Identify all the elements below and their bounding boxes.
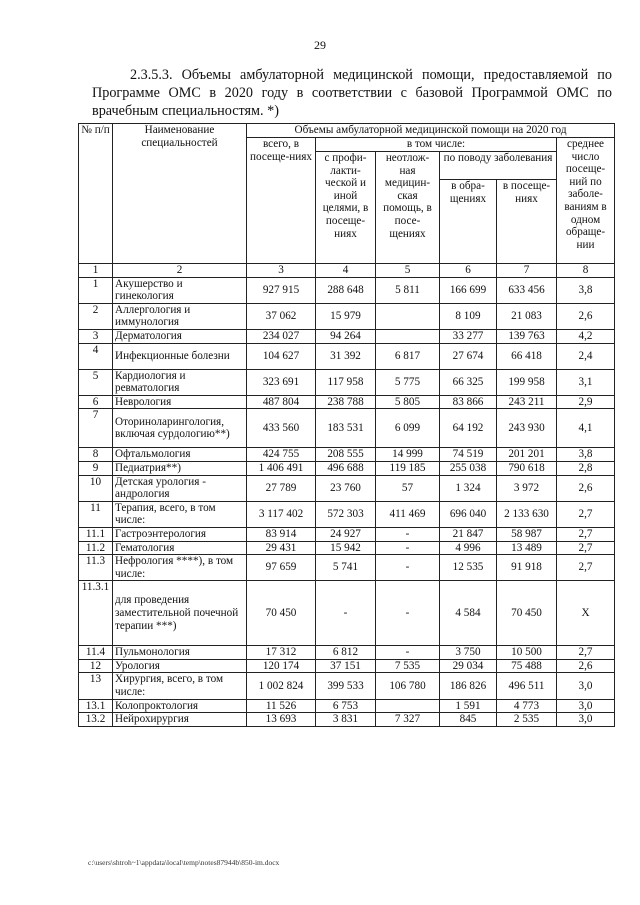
header-top: Объемы амбулаторной медицинской помощи на 2020 год (247, 124, 615, 138)
average-visits: 2,4 (557, 343, 615, 369)
disease-visits: 496 511 (497, 673, 557, 699)
prophylactic-visits: 23 760 (316, 475, 376, 501)
table-row (79, 369, 615, 395)
specialty-name: Офтальмология (113, 448, 247, 462)
disease-visits: 58 987 (497, 527, 557, 541)
row-number: 1 (79, 277, 113, 303)
average-visits: 2,7 (557, 527, 615, 541)
average-visits: 2,6 (557, 303, 615, 329)
disease-appeals: 4 996 (440, 541, 497, 555)
specialty-name: Пульмонология (113, 646, 247, 660)
disease-visits: 633 456 (497, 277, 557, 303)
urgent-visits: 6 817 (376, 343, 440, 369)
row-number: 9 (79, 461, 113, 475)
average-visits: X (557, 581, 615, 646)
total-visits: 104 627 (247, 343, 316, 369)
urgent-visits: 411 469 (376, 501, 440, 527)
disease-appeals: 74 519 (440, 448, 497, 462)
total-visits: 1 406 491 (247, 461, 316, 475)
total-visits: 120 174 (247, 659, 316, 673)
prophylactic-visits: 37 151 (316, 659, 376, 673)
disease-appeals: 186 826 (440, 673, 497, 699)
disease-appeals: 83 866 (440, 395, 497, 409)
disease-appeals: 12 535 (440, 555, 497, 581)
row-number: 6 (79, 395, 113, 409)
urgent-visits: - (376, 555, 440, 581)
total-visits: 37 062 (247, 303, 316, 329)
total-visits: 11 526 (247, 699, 316, 713)
disease-visits: 91 918 (497, 555, 557, 581)
total-visits: 323 691 (247, 369, 316, 395)
row-number: 4 (79, 343, 113, 369)
average-visits: 2,7 (557, 646, 615, 660)
table-row (79, 713, 615, 727)
table-row (79, 527, 615, 541)
average-visits: 2,6 (557, 475, 615, 501)
disease-appeals: 3 750 (440, 646, 497, 660)
average-visits: 3,0 (557, 713, 615, 727)
prophylactic-visits: 94 264 (316, 329, 376, 343)
column-index: 7 (497, 264, 557, 278)
disease-visits: 75 488 (497, 659, 557, 673)
specialty-name: Дерматология (113, 329, 247, 343)
disease-appeals: 1 324 (440, 475, 497, 501)
row-number: 11.4 (79, 646, 113, 660)
average-visits: 2,7 (557, 501, 615, 527)
total-visits: 17 312 (247, 646, 316, 660)
urgent-visits: 7 535 (376, 659, 440, 673)
prophylactic-visits: 208 555 (316, 448, 376, 462)
average-visits: 2,6 (557, 659, 615, 673)
row-number: 10 (79, 475, 113, 501)
table-row (79, 646, 615, 660)
row-number: 2 (79, 303, 113, 329)
table-row (79, 303, 615, 329)
file-path-footer: c:\users\shtroh~1\appdata\local\temp\notes87944b\850-im.docx (88, 858, 280, 867)
total-visits: 424 755 (247, 448, 316, 462)
row-number: 13.1 (79, 699, 113, 713)
header-urgent: неотлож-ная медицин-ская помощь, в посе-щениях (376, 152, 440, 264)
prophylactic-visits: 15 942 (316, 541, 376, 555)
prophylactic-visits: 15 979 (316, 303, 376, 329)
total-visits: 29 431 (247, 541, 316, 555)
urgent-visits: 5 775 (376, 369, 440, 395)
header-name: Наименование специальностей (113, 124, 247, 264)
disease-visits: 790 618 (497, 461, 557, 475)
average-visits: 3,0 (557, 699, 615, 713)
average-visits: 4,1 (557, 409, 615, 448)
disease-visits: 70 450 (497, 581, 557, 646)
average-visits: 3,8 (557, 277, 615, 303)
specialty-name: Оториноларингология, включая сурдологию**) (113, 409, 247, 448)
specialty-name: Акушерство и гинекология (113, 277, 247, 303)
table-row (79, 541, 615, 555)
table-row (79, 581, 615, 646)
table-row (79, 673, 615, 699)
row-number: 3 (79, 329, 113, 343)
specialty-name: Инфекционные болезни (113, 343, 247, 369)
disease-visits: 201 201 (497, 448, 557, 462)
disease-visits: 13 489 (497, 541, 557, 555)
specialty-name: Гастроэнтерология (113, 527, 247, 541)
total-visits: 927 915 (247, 277, 316, 303)
urgent-visits (376, 329, 440, 343)
row-number: 12 (79, 659, 113, 673)
disease-appeals: 4 584 (440, 581, 497, 646)
column-index: 5 (376, 264, 440, 278)
disease-appeals: 1 591 (440, 699, 497, 713)
row-number: 11.3.1 (79, 581, 113, 646)
total-visits: 234 027 (247, 329, 316, 343)
urgent-visits: 14 999 (376, 448, 440, 462)
urgent-visits: 57 (376, 475, 440, 501)
average-visits: 2,8 (557, 461, 615, 475)
header-prophylactic: с профи-лакти-ческой и иной целями, в посеще-ниях (316, 152, 376, 264)
disease-appeals: 64 192 (440, 409, 497, 448)
disease-visits: 10 500 (497, 646, 557, 660)
row-number: 11.3 (79, 555, 113, 581)
header-visits: в посеще-ниях (497, 180, 557, 264)
disease-appeals: 8 109 (440, 303, 497, 329)
disease-visits: 139 763 (497, 329, 557, 343)
disease-appeals: 33 277 (440, 329, 497, 343)
header-average: среднее число посеще-ний по заболе-ваниям в одном обраще-нии (557, 138, 615, 264)
disease-visits: 21 083 (497, 303, 557, 329)
prophylactic-visits: 31 392 (316, 343, 376, 369)
urgent-visits: 5 805 (376, 395, 440, 409)
header-num: № п/п (79, 124, 113, 264)
specialty-name: Гематология (113, 541, 247, 555)
total-visits: 487 804 (247, 395, 316, 409)
table-row (79, 475, 615, 501)
row-number: 7 (79, 409, 113, 448)
column-index: 3 (247, 264, 316, 278)
table-row (79, 329, 615, 343)
disease-appeals: 166 699 (440, 277, 497, 303)
table-row (79, 501, 615, 527)
disease-visits: 243 211 (497, 395, 557, 409)
prophylactic-visits: 238 788 (316, 395, 376, 409)
total-visits: 13 693 (247, 713, 316, 727)
average-visits: 3,1 (557, 369, 615, 395)
header-appeals: в обра-щениях (440, 180, 497, 264)
row-number: 11.1 (79, 527, 113, 541)
column-index: 2 (113, 264, 247, 278)
specialty-name: Терапия, всего, в том числе: (113, 501, 247, 527)
total-visits: 83 914 (247, 527, 316, 541)
urgent-visits (376, 699, 440, 713)
average-visits: 2,7 (557, 555, 615, 581)
total-visits: 3 117 402 (247, 501, 316, 527)
prophylactic-visits: 6 812 (316, 646, 376, 660)
average-visits: 4,2 (557, 329, 615, 343)
header-disease: по поводу заболевания (440, 152, 557, 180)
average-visits: 2,7 (557, 541, 615, 555)
specialty-name: Нефрология ****), в том числе: (113, 555, 247, 581)
average-visits: 3,0 (557, 673, 615, 699)
total-visits: 70 450 (247, 581, 316, 646)
header-total: всего, в посеще-ниях (247, 138, 316, 264)
specialty-name: Нейрохирургия (113, 713, 247, 727)
table-row (79, 343, 615, 369)
table-row (79, 699, 615, 713)
total-visits: 1 002 824 (247, 673, 316, 699)
specialty-name: Хирургия, всего, в том числе: (113, 673, 247, 699)
disease-appeals: 255 038 (440, 461, 497, 475)
urgent-visits: 6 099 (376, 409, 440, 448)
row-number: 13.2 (79, 713, 113, 727)
specialty-name: Неврология (113, 395, 247, 409)
urgent-visits: - (376, 541, 440, 555)
table-row (79, 448, 615, 462)
specialty-name: Колопроктология (113, 699, 247, 713)
disease-appeals: 27 674 (440, 343, 497, 369)
prophylactic-visits: 183 531 (316, 409, 376, 448)
disease-visits: 2 133 630 (497, 501, 557, 527)
row-number: 5 (79, 369, 113, 395)
total-visits: 97 659 (247, 555, 316, 581)
section-heading (92, 66, 612, 120)
column-index: 4 (316, 264, 376, 278)
disease-visits: 4 773 (497, 699, 557, 713)
table-row (79, 409, 615, 448)
urgent-visits: - (376, 646, 440, 660)
column-index: 1 (79, 264, 113, 278)
header-including: в том числе: (316, 138, 557, 152)
specialty-name: Детская урология - андрология (113, 475, 247, 501)
urgent-visits: 106 780 (376, 673, 440, 699)
average-visits: 3,8 (557, 448, 615, 462)
row-number: 11 (79, 501, 113, 527)
section-heading-text: 2.3.5.3. Объемы амбулаторной медицинской помощи, предоставляемой по Программе ОМС в 2020 году в соответствии с базовой Программой ОМС по врачебным специальностям. *) (92, 67, 612, 119)
prophylactic-visits: 496 688 (316, 461, 376, 475)
table-row (79, 555, 615, 581)
disease-appeals: 845 (440, 713, 497, 727)
table-row (79, 659, 615, 673)
table-row (79, 395, 615, 409)
column-index: 8 (557, 264, 615, 278)
column-index-row (79, 264, 615, 278)
urgent-visits: - (376, 581, 440, 646)
disease-appeals: 66 325 (440, 369, 497, 395)
prophylactic-visits: 24 927 (316, 527, 376, 541)
table-row (79, 277, 615, 303)
disease-visits: 199 958 (497, 369, 557, 395)
disease-visits: 3 972 (497, 475, 557, 501)
prophylactic-visits: 5 741 (316, 555, 376, 581)
disease-visits: 243 930 (497, 409, 557, 448)
prophylactic-visits: 117 958 (316, 369, 376, 395)
total-visits: 27 789 (247, 475, 316, 501)
urgent-visits: - (376, 527, 440, 541)
specialty-name: для проведения заместительной почечной терапии ***) (113, 581, 247, 646)
volumes-table (78, 123, 615, 727)
urgent-visits: 119 185 (376, 461, 440, 475)
row-number: 13 (79, 673, 113, 699)
prophylactic-visits: - (316, 581, 376, 646)
prophylactic-visits: 399 533 (316, 673, 376, 699)
prophylactic-visits: 572 303 (316, 501, 376, 527)
row-number: 11.2 (79, 541, 113, 555)
disease-visits: 66 418 (497, 343, 557, 369)
disease-appeals: 696 040 (440, 501, 497, 527)
urgent-visits: 5 811 (376, 277, 440, 303)
disease-appeals: 21 847 (440, 527, 497, 541)
row-number: 8 (79, 448, 113, 462)
prophylactic-visits: 6 753 (316, 699, 376, 713)
average-visits: 2,9 (557, 395, 615, 409)
disease-visits: 2 535 (497, 713, 557, 727)
specialty-name: Урология (113, 659, 247, 673)
total-visits: 433 560 (247, 409, 316, 448)
urgent-visits: 7 327 (376, 713, 440, 727)
specialty-name: Аллергология и иммунология (113, 303, 247, 329)
prophylactic-visits: 288 648 (316, 277, 376, 303)
disease-appeals: 29 034 (440, 659, 497, 673)
specialty-name: Педиатрия**) (113, 461, 247, 475)
table-row (79, 461, 615, 475)
prophylactic-visits: 3 831 (316, 713, 376, 727)
page-number: 29 (314, 38, 326, 52)
urgent-visits (376, 303, 440, 329)
specialty-name: Кардиология и ревматология (113, 369, 247, 395)
column-index: 6 (440, 264, 497, 278)
